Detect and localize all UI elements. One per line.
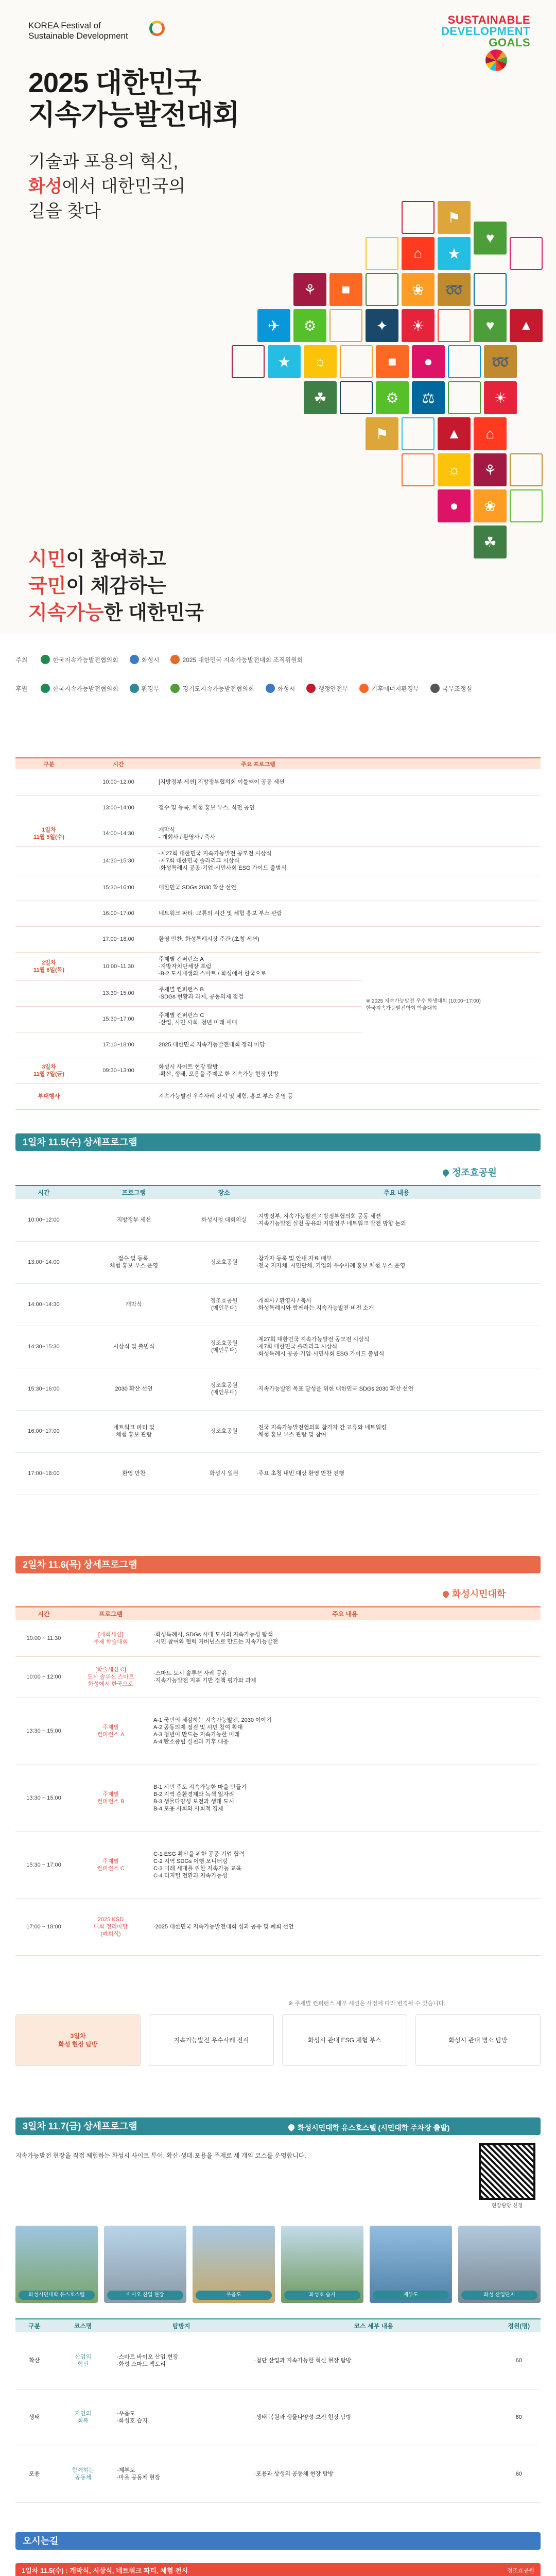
card: 화성시 관내 ESG 체험 부스 bbox=[282, 2014, 407, 2066]
sdg-goal-icon bbox=[367, 274, 397, 305]
organizer-logos bbox=[0, 634, 556, 716]
table-row: 10:00~12:00 [지방정부 세션] 지방정부협의회 이틀째이 공동 세션 bbox=[15, 769, 541, 795]
sdg-goal-icon bbox=[341, 346, 372, 377]
sdg-tile bbox=[257, 309, 290, 342]
sdg-tile bbox=[329, 273, 362, 306]
day3-venue: 화성시민대학 유스호스텔 (시민대학 주차장 출발) bbox=[288, 2123, 449, 2133]
day3-intro: 지속가능발전 현장을 직접 체험하는 화성시 사이트 투어. 확산·생태·포용을 주제로 세 개의 코스를 운영합니다. bbox=[15, 2152, 306, 2159]
sdg-tile bbox=[448, 381, 481, 414]
sdg-goal-icon: ⚘ bbox=[483, 462, 497, 478]
sdg-tile bbox=[402, 201, 435, 234]
card: 3일차 화성 현장 탐방 bbox=[15, 2014, 141, 2066]
table-row: 1일차 11월 5일(수) 14:00~14:30 개막식 - 개회사 / 환영사 / 축사 bbox=[15, 821, 541, 846]
table-row: 3일차 11월 7일(금) 09:30~13:00 화성시 사이트 현장 탐방 ·확산, 생태, 포용을 주제로 한 지속가능 현장 탐방 bbox=[15, 1058, 541, 1083]
sdg-tile bbox=[412, 345, 445, 378]
hero-subtitle: 기술과 포용의 혁신, 화성에서 대한민국의 길을 찾다 bbox=[28, 152, 186, 221]
sdg-goal-icon bbox=[449, 382, 480, 413]
sdg-tile bbox=[474, 273, 507, 306]
photo: 화성시민대학 유스호스텔 bbox=[15, 2226, 98, 2303]
sdg-wheel-icon bbox=[485, 49, 507, 71]
sdg-goal-icon bbox=[403, 418, 433, 449]
sdg-goal-icon: ➿ bbox=[445, 281, 463, 298]
day3-section-bar: 3일차 11.7(금) 상세프로그램 bbox=[15, 2117, 541, 2135]
page-title: 2025 대한민국 지속가능발전대회 bbox=[28, 67, 239, 130]
directions-section-bar: 오시는길 bbox=[15, 2532, 541, 2550]
sdg-goal-icon: ⚙ bbox=[386, 389, 399, 406]
day2-section-bar: 2일차 11.6(목) 상세프로그램 bbox=[15, 1556, 541, 1573]
day3-course-table: 구분 코스명 탐방지 코스 세부 내용 정원(명) 확산 산업의 혁신 ·스마트 바이오 산업 현장 ·화성 스마트 팩토리 ·첨단 산업과 지속가능한 혁신 현장 탐방 60 생태 자연의 회복 ·우음도 ·화성호 습지 ·생태 복원과 생물다양성 보전 현장 탐방 60 포용 함께하는 공동체 ·제부도 ·마을 공동체 현장 ·포용과 상생의 공동체 현장 탐방 60 bbox=[15, 2318, 541, 2503]
day1-section-bar: 1일차 11.5(수) 상세프로그램 bbox=[15, 1133, 541, 1151]
sdg-goal-icon bbox=[439, 310, 470, 341]
sdg-goal-icon: ● bbox=[424, 353, 433, 369]
col-header bbox=[362, 758, 541, 769]
sdg-goal-icon: ⌂ bbox=[485, 426, 495, 442]
sdg-tile bbox=[366, 309, 398, 342]
sdg-tile bbox=[484, 381, 517, 414]
sdg-tile bbox=[438, 273, 471, 306]
photo: 바이오 산업 현장 bbox=[104, 2226, 186, 2303]
sdg-tile bbox=[232, 345, 265, 378]
sdg-tile bbox=[340, 381, 373, 414]
table-row: 13:00~14:00 접수 및 등록, 체험 홍보 부스, 식전 공연 bbox=[15, 795, 541, 821]
qr-caption: 현장탐방 신청 bbox=[491, 2203, 523, 2209]
sdg-tile bbox=[510, 489, 543, 522]
sdg-goal-icon: ■ bbox=[388, 353, 397, 369]
sdg-goal-icon: ■ bbox=[341, 281, 351, 297]
table-row: 확산 산업의 혁신 ·스마트 바이오 산업 현장 ·화성 스마트 팩토리 ·첨단 산업과 지속가능한 혁신 현장 탐방 60 bbox=[15, 2332, 541, 2389]
sdg-goal-icon: ☀ bbox=[494, 389, 507, 406]
hero bbox=[0, 0, 556, 711]
table-row: 13:30 ~ 15:00 주제별 컨퍼런스 A A-1 국민의 체감하는 지속가능발전, 2030 이야기 A-2 공동의제 점검 및 시민 참여 확대 A-3 청년이 만드는 지속가능한 미래 A-4 탄소중립 실천과 기후 대응 bbox=[15, 1698, 541, 1765]
sdg-tile bbox=[484, 345, 517, 378]
sdg-goal-icon bbox=[475, 274, 506, 305]
sdg-goal-icon bbox=[511, 490, 542, 521]
table-row: 15:30~16:00 2030 확산 선언 정조효공원 (메인무대) ·지속가능발전 목표 달성을 위한 대한민국 SDGs 2030 확산 선언 bbox=[15, 1368, 541, 1410]
sdg-goal-icon: ✈ bbox=[268, 317, 280, 334]
day1-program-table: 시간 프로그램 장소 주요 내용 10:00~12:00 지방정부 세션 화성시청 대회의실 ·지방정부, 지속가능발전 지방정부협의회 공동 세션 ·지속가능발전 실천 공유와 지방정부 네트워크 발전 방향 논의 13:00~14:00 접수 및 등록, 체험 홍보 부스 운영 정조효공원 ·참가자 등록 및 안내 자료 배부 ·전국 지자체, 시민단체, 기업의 우수사례 홍보 체험 부스 운영 14:00~14:30 개막식 정조효공원 (메인무대) ·개회사 / 환영사 / 축사 ·화성특례시와 함께하는 지속가능발전 비전 소개 14:30~15:30 시상식 및 출범식 정조효공원 (메인무대) ·제27회 대한민국 지속가능발전 공모전 시상식 ·제7회 대한민국 솔라리그 시상식 ·화성특례시 공공·기업·시민사회 ESG 가이드 출범식 15:30~16:00 2030 확산 선언 정조효공원 (메인무대) ·지속가능발전 목표 달성을 위한 대한민국 SDGs 2030 확산 선언 16:00~17:00 네트워크 파티 및 체험 홍보 관람 정조효공원 ·전국 지속가능발전협의회 참가자 간 교류와 네트워킹 ·체험 홍보 부스 관람 및 참여 17:00~18:00 환영 만찬 화성시 일원 ·주요 초청 내빈 대상 환영 만찬 진행 bbox=[15, 1185, 541, 1495]
sdg-tile bbox=[510, 237, 543, 270]
table-row: 17:00~18:00 환영 만찬: 화성특례시장 주관 (초청 세션) bbox=[15, 926, 541, 952]
sdg-tile bbox=[340, 345, 373, 378]
sdg-goal-icon: ❀ bbox=[484, 498, 496, 514]
table-row: 10:00~12:00 지방정부 세션 화성시청 대회의실 ·지방정부, 지속가능발전 지방정부협의회 공동 세션 ·지속가능발전 실천 공유와 지방정부 네트워크 발전 방향 논의 bbox=[15, 1199, 541, 1241]
qr-code-icon[interactable] bbox=[479, 2143, 535, 2200]
sdg-tile bbox=[402, 309, 435, 342]
table-row: 15:30~16:00 대한민국 SDGs 2030 확산 선언 bbox=[15, 875, 541, 901]
sdg-goal-icon: ⚙ bbox=[303, 317, 317, 334]
sdg-tile bbox=[402, 417, 435, 450]
table-row: 13:30 ~ 15:00 주제별 컨퍼런스 B B-1 시민 주도 지속가능한 마을 만들기 B-2 지역 순환경제와 녹색 일자리 B-3 생물다양성 보전과 생태 도시 B-4 포용 사회와 사회적 경제 bbox=[15, 1765, 541, 1832]
table-row: 포용 함께하는 공동체 ·제부도 ·마을 공동체 현장 ·포용과 상생의 공동체 현장 탐방 60 bbox=[15, 2446, 541, 2502]
day2-program-table: 시간 프로그램 주요 내용 10:00 ~ 11:30 [개회세션] 주제 학술대회 ·화성특례시, SDGs 시대 도시의 지속가능성 탐색 ·시민 참여와 협력 거버넌스로 만드는 지속가능발전 10:00 ~ 12:00 [학술세션 C] 도시 솔루션 스마트 화성에서 한국으로 ·스마트 도시 솔루션 사례 공유 ·지속가능발전 지표 기반 정책 평가와 과제 13:30 ~ 15:00 주제별 컨퍼런스 A A-1 국민의 체감하는 지속가능발전, 2030 이야기 A-2 공동의제 점검 및 시민 참여 확대 A-3 청년이 만드는 지속가능한 미래 A-4 탄소중립 실천과 기후 대응 13:30 ~ 15:00 주제별 컨퍼런스 B B-1 시민 주도 지속가능한 마을 만들기 B-2 지역 순환경제와 녹색 일자리 B-3 생물다양성 보전과 생태 도시 B-4 포용 사회와 사회적 경제 15:30 ~ 17:00 주제별 컨퍼런스 C C-1 ESG 확산을 위한 공공·기업 협력 C-2 지역 SDGs 이행 모니터링 C-3 미래 세대를 위한 지속가능 교육 C-4 디지털 전환과 지속가능성 17:00 ~ 18:00 2025 KSD 대회 정리마당 (폐회식) ·2025 대한민국 지속가능발전대회 성과 공유 및 폐회 선언 bbox=[15, 1606, 541, 1956]
sdg-tile bbox=[474, 489, 507, 522]
sdg-tile bbox=[510, 453, 543, 486]
sdg-tile bbox=[293, 273, 326, 306]
sdg-goal-icon: ☘ bbox=[314, 389, 327, 406]
card: 화성시 관내 명소 탐방 bbox=[415, 2014, 541, 2066]
sdg-goal-icon: ⚑ bbox=[447, 209, 461, 226]
col-header: 구분 bbox=[15, 758, 82, 769]
sdg-tile bbox=[438, 489, 471, 522]
sdg-tile bbox=[438, 201, 471, 234]
sdg-goal-icon: ▲ bbox=[447, 426, 461, 442]
sdg-goal-icon: ⚖ bbox=[422, 389, 435, 406]
col-header: 시간 bbox=[82, 758, 154, 769]
table-row: 14:00~14:30 개막식 정조효공원 (메인무대) ·개회사 / 환영사 / 축사 ·화성특례시와 함께하는 지속가능발전 비전 소개 bbox=[15, 1283, 541, 1326]
photo: 우음도 bbox=[193, 2226, 275, 2303]
day3-photo-strip bbox=[15, 2226, 541, 2303]
table-row: 2일차 11월 6일(목) 10:00~11:30 주제별 컨퍼런스 A ·지방자치단체장 포럼 ·B-2 도시재생의 스마트 / 화성에서 한국으로 ※ 2025 지속가능발전 우수 학생대회 (10:00~17:00) 한국지속가능발전학회 학술대회 bbox=[15, 952, 541, 980]
festival-logo-icon bbox=[149, 21, 165, 36]
sdg-tile bbox=[402, 273, 435, 306]
col-header: 주요 프로그램 bbox=[154, 758, 362, 769]
sdg-tile bbox=[366, 237, 398, 270]
sdg-goal-icon: ☘ bbox=[483, 534, 497, 550]
sdg-goal-icon: ✦ bbox=[376, 317, 388, 334]
table-row: 10:00 ~ 12:00 [학술세션 C] 도시 솔루션 스마트 화성에서 한국으로 ·스마트 도시 솔루션 사례 공유 ·지속가능발전 지표 기반 정책 평가와 과제 bbox=[15, 1656, 541, 1698]
sdg-tile bbox=[448, 345, 481, 378]
sdg-logo: SUSTAINABLE DEVELOPMENT GOALS bbox=[441, 13, 530, 49]
sdg-tile bbox=[412, 381, 445, 414]
overview-schedule-table bbox=[15, 757, 541, 1110]
sdg-tile bbox=[329, 309, 362, 342]
sdg-tile bbox=[376, 345, 409, 378]
sdg-goal-icon bbox=[403, 454, 433, 485]
sdg-tile bbox=[438, 453, 471, 486]
sdg-goal-icon: ⌂ bbox=[413, 245, 423, 261]
table-row: 17:00~18:00 환영 만찬 화성시 일원 ·주요 초청 내빈 대상 환영 만찬 진행 bbox=[15, 1452, 541, 1495]
table-row: 생태 자연의 회복 ·우음도 ·화성호 습지 ·생태 복원과 생물다양성 보전 현장 탐방 60 bbox=[15, 2389, 541, 2446]
table-row: 13:00~14:00 접수 및 등록, 체험 홍보 부스 운영 정조효공원 ·참가자 등록 및 안내 자료 배부 ·전국 지자체, 시민단체, 기업의 우수사례 홍보 체험 부스 운영 bbox=[15, 1241, 541, 1283]
directions-day-header: 1일차 11.5(수) : 개막식, 시상식, 네트워크 파티, 체험 전시 정조효공원 bbox=[15, 2563, 541, 2576]
table-row: 15:30 ~ 17:00 주제별 컨퍼런스 C C-1 ESG 확산을 위한 공공·기업 협력 C-2 지역 SDGs 이행 모니터링 C-3 미래 세대를 위한 지속가능 교육 C-4 디지털 전환과 지속가능성 bbox=[15, 1832, 541, 1899]
sdg-tile-mosaic bbox=[232, 201, 556, 572]
sdg-goal-icon: ☼ bbox=[314, 353, 327, 369]
sdg-tile bbox=[304, 345, 337, 378]
sdg-tile bbox=[438, 237, 471, 270]
day1-venue: 정조효공원 bbox=[443, 1165, 497, 1179]
sdg-goal-icon: ⚑ bbox=[375, 426, 389, 442]
table-row: 16:00~17:00 네트워크 파티 및 체험 홍보 관람 정조효공원 ·전국 지속가능발전협의회 참가자 간 교류와 네트워킹 ·체험 홍보 부스 관람 및 참여 bbox=[15, 1410, 541, 1452]
sdg-tile bbox=[474, 526, 507, 558]
host-row-2: 후원 한국지속가능발전협의회 환경부 경기도지속가능발전협의회 화성시 행정안전부 기후에너지환경부 국무조정실 bbox=[15, 684, 472, 693]
table-row: 16:00~17:00 네트워크 파티: 교류의 시간 및 체험 홍보 부스 관람 bbox=[15, 901, 541, 926]
table-row: 17:00 ~ 18:00 2025 KSD 대회 정리마당 (폐회식) ·2025 대한민국 지속가능발전대회 성과 공유 및 폐회 선언 bbox=[15, 1899, 541, 1955]
sdg-goal-icon: ▲ bbox=[519, 317, 533, 333]
sdg-tile bbox=[474, 309, 507, 342]
table-row: 13:30~15:00 주제별 컨퍼런스 B ·SDGs 현황과 과제, 공동의제 점검 bbox=[15, 980, 541, 1006]
sdg-tile bbox=[304, 381, 337, 414]
sdg-goal-icon bbox=[233, 346, 264, 377]
sdg-goal-icon: ● bbox=[449, 498, 459, 514]
day2-note: ※ 주제별 컨퍼런스 세부 세션은 사정에 따라 변경될 수 있습니다. bbox=[288, 2001, 446, 2007]
sdg-goal-icon bbox=[331, 310, 361, 341]
sdg-tile bbox=[474, 222, 507, 255]
photo: 화성호 습지 bbox=[281, 2226, 363, 2303]
photo: 제부도 bbox=[370, 2226, 452, 2303]
sdg-goal-icon: ♥ bbox=[485, 230, 495, 246]
sdg-goal-icon bbox=[367, 238, 397, 269]
sdg-tile bbox=[376, 381, 409, 414]
sdg-goal-icon bbox=[511, 238, 542, 269]
hero-slogan: 시민이 참여하고 국민이 체감하는 지속가능한 대한민국 bbox=[28, 549, 204, 624]
sdg-goal-icon: ♥ bbox=[485, 317, 495, 333]
table-row: 15:30~17:00 주제별 컨퍼런스 C ·산업, 시민 사회, 청년 미래 세대 bbox=[15, 1006, 541, 1032]
table-row: 부대행사 지속가능발전 우수사례 전시 및 체험, 홍보 부스 운영 등 bbox=[15, 1083, 541, 1109]
sdg-tile bbox=[474, 417, 507, 450]
table-row: 14:30~15:30 ·제27회 대한민국 지속가능발전 공모전 시상식 ·제7회 대한민국 솔라리그 시상식 ·화성특례시 공공·기업·시민사회 ESG 가이드 출범식 bbox=[15, 846, 541, 875]
sdg-goal-icon: ➿ bbox=[491, 353, 510, 370]
day2-venue: 화성시민대학 bbox=[443, 1587, 506, 1600]
table-row: 17:10~18:00 2025 대한민국 지속가능발전대회 정리 마당 bbox=[15, 1032, 541, 1058]
table-row: 14:30~15:30 시상식 및 출범식 정조효공원 (메인무대) ·제27회 대한민국 지속가능발전 공모전 시상식 ·제7회 대한민국 솔라리그 시상식 ·화성특례시 공공·기업·시민사회 ESG 가이드 출범식 bbox=[15, 1326, 541, 1368]
sdg-goal-icon: ☼ bbox=[447, 462, 461, 478]
sdg-goal-icon bbox=[511, 454, 542, 485]
sdg-tile bbox=[293, 309, 326, 342]
card: 지속가능발전 우수사례 전시 bbox=[149, 2014, 274, 2066]
sdg-tile bbox=[438, 417, 471, 450]
sdg-goal-icon: ★ bbox=[447, 245, 461, 262]
table-row: 10:00 ~ 11:30 [개회세션] 주제 학술대회 ·화성특례시, SDGs 시대 도시의 지속가능성 탐색 ·시민 참여와 협력 거버넌스로 만드는 지속가능발전 bbox=[15, 1620, 541, 1656]
sdg-tile bbox=[510, 309, 543, 342]
day2-cards bbox=[15, 2014, 541, 2066]
sdg-goal-icon: ❀ bbox=[412, 281, 424, 298]
sdg-tile bbox=[268, 345, 301, 378]
festival-english-name: KOREA Festival of Sustainable Development bbox=[28, 21, 128, 41]
sdg-tile bbox=[366, 273, 398, 306]
sdg-goal-icon bbox=[403, 202, 433, 233]
sdg-goal-icon: ★ bbox=[277, 353, 291, 370]
sdg-goal-icon bbox=[341, 382, 372, 413]
sdg-tile bbox=[438, 309, 471, 342]
sdg-goal-icon: ⚘ bbox=[303, 281, 317, 298]
sdg-tile bbox=[402, 453, 435, 486]
sdg-tile bbox=[402, 237, 435, 270]
host-row-1: 주최 한국지속가능발전협의회 화성시 2025 대한민국 지속가능발전대회 조직위원회 bbox=[15, 655, 303, 664]
photo: 화성 산업단지 bbox=[458, 2226, 541, 2303]
sdg-tile bbox=[366, 417, 398, 450]
sdg-goal-icon: ☀ bbox=[411, 317, 425, 334]
sdg-tile bbox=[474, 453, 507, 486]
sdg-goal-icon bbox=[449, 346, 480, 377]
